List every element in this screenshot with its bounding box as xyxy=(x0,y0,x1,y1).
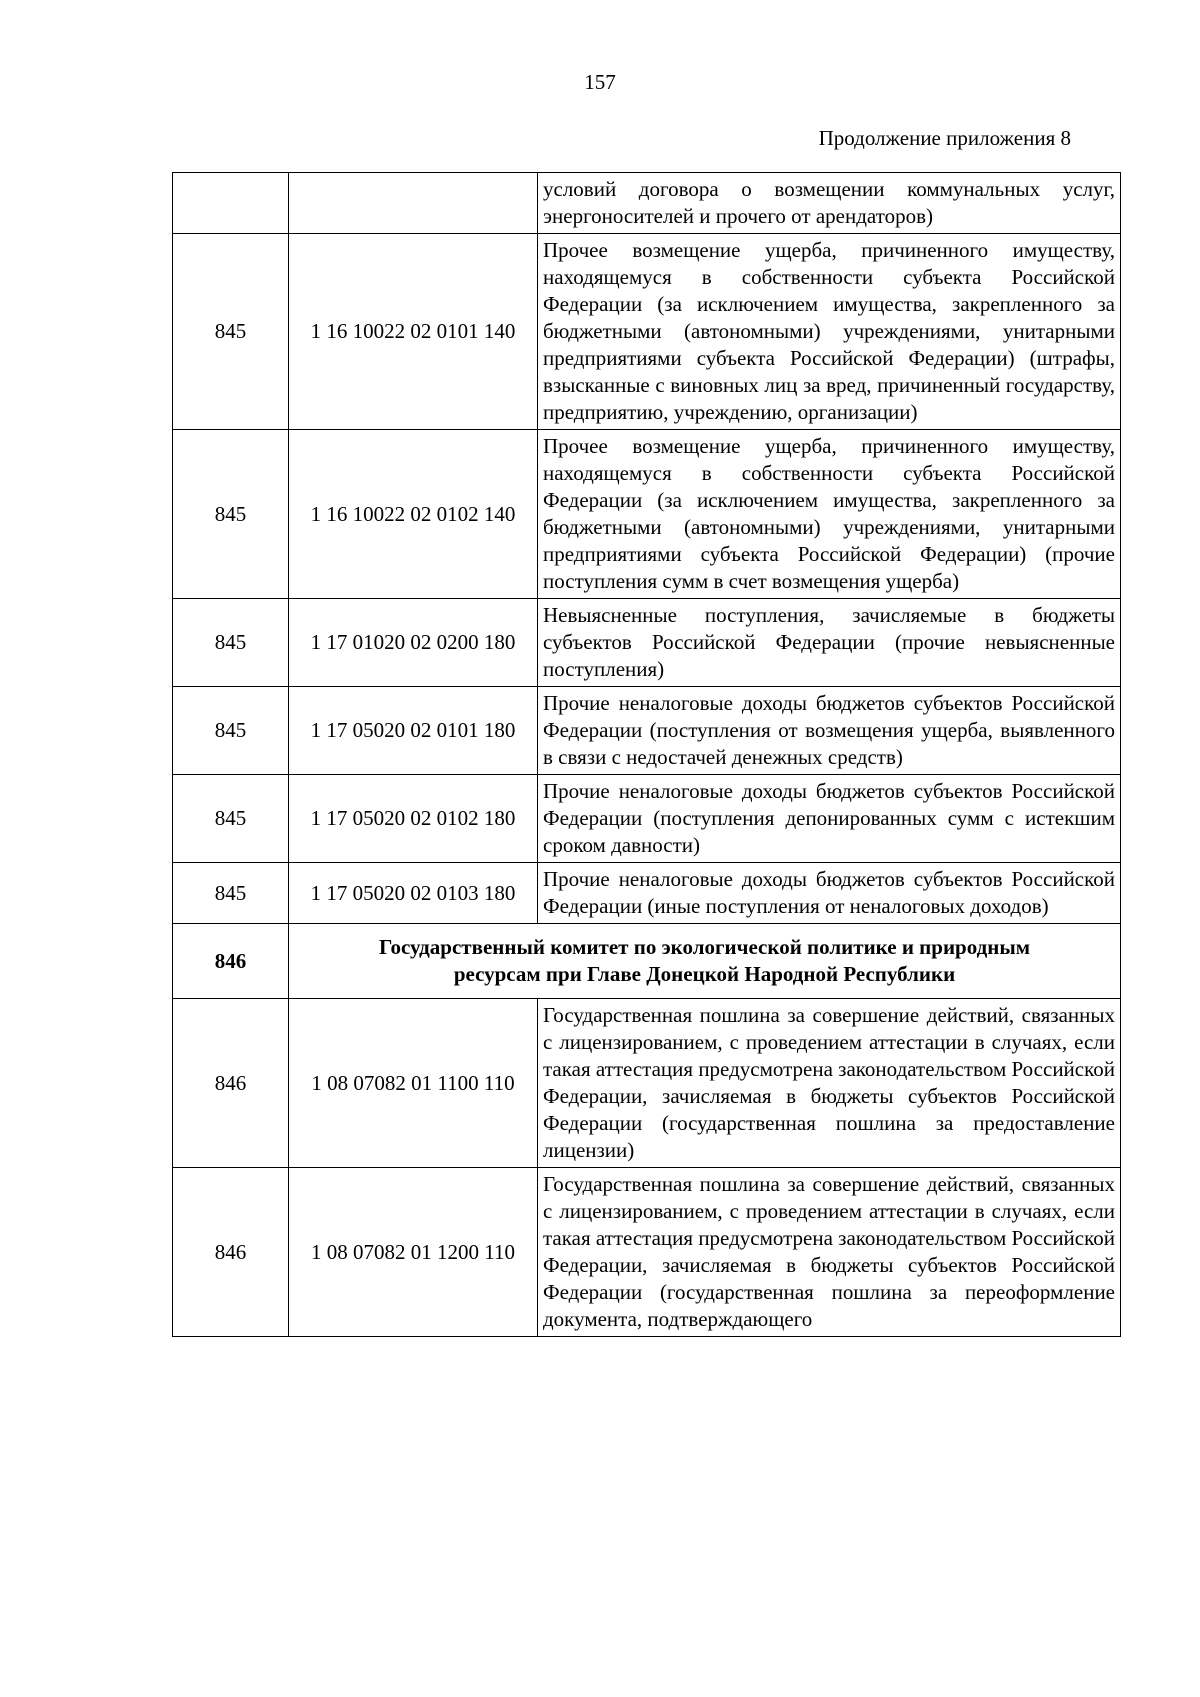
table-row xyxy=(173,775,1121,863)
description-cell: Прочие неналоговые доходы бюджетов субъектов Российской Федерации (поступления депонированных сумм с истекшим сроком давности) xyxy=(538,775,1121,863)
description-cell: условий договора о возмещении коммунальных услуг, энергоносителей и прочего от арендаторов) xyxy=(538,173,1121,234)
table-row xyxy=(173,234,1121,430)
description-cell: Прочее возмещение ущерба, причиненного имуществу, находящемуся в собственности субъекта Российской Федерации (за исключением имущества, закрепленного за бюджетными (автономными) учреждениями, унитарными предприятиями субъекта Российской Федерации) (прочие поступления сумм в счет возмещения ущерба) xyxy=(538,430,1121,599)
table-row xyxy=(173,863,1121,924)
kbk-code-cell xyxy=(289,173,538,234)
kbk-code-cell: 1 17 05020 02 0101 180 xyxy=(289,687,538,775)
kbk-code-cell: 1 16 10022 02 0101 140 xyxy=(289,234,538,430)
section-title-line-2: ресурсам при Главе Донецкой Народной Республики xyxy=(453,962,956,986)
kbk-code-cell: 1 08 07082 01 1200 110 xyxy=(289,1168,538,1337)
appendix-note: Продолжение приложения 8 xyxy=(818,126,1071,150)
admin-code-cell: 846 xyxy=(173,999,289,1168)
section-admin-code: 846 xyxy=(173,924,289,999)
section-header-row xyxy=(173,924,1121,999)
section-title xyxy=(289,924,1121,999)
revenue-codes-table xyxy=(172,172,1121,1337)
table-row xyxy=(173,687,1121,775)
kbk-code-cell: 1 17 01020 02 0200 180 xyxy=(289,599,538,687)
description-cell: Невыясненные поступления, зачисляемые в бюджеты субъектов Российской Федерации (прочие невыясненные поступления) xyxy=(538,599,1121,687)
admin-code-cell: 845 xyxy=(173,599,289,687)
admin-code-cell: 845 xyxy=(173,863,289,924)
table-row xyxy=(173,599,1121,687)
table-row xyxy=(173,173,1121,234)
description-cell: Прочие неналоговые доходы бюджетов субъектов Российской Федерации (иные поступления от неналоговых доходов) xyxy=(538,863,1121,924)
admin-code-cell: 845 xyxy=(173,687,289,775)
admin-code-cell xyxy=(173,173,289,234)
description-cell: Прочее возмещение ущерба, причиненного имуществу, находящемуся в собственности субъекта Российской Федерации (за исключением имущества, закрепленного за бюджетными (автономными) учреждениями, унитарными предприятиями субъекта Российской Федерации) (штрафы, взысканные с виновных лиц за вред, причиненный государству, предприятию, учреждению, организации) xyxy=(538,234,1121,430)
admin-code-cell: 845 xyxy=(173,430,289,599)
section-title-line-1: Государственный комитет по экологической политике и природным xyxy=(378,935,1031,959)
admin-code-cell: 846 xyxy=(173,1168,289,1337)
description-cell: Государственная пошлина за совершение действий, связанных с лицензированием, с проведением аттестации в случаях, если такая аттестация предусмотрена законодательством Российской Федерации, зачисляемая в бюджеты субъектов Российской Федерации (государственная пошлина за переоформление документа, подтверждающего xyxy=(538,1168,1121,1337)
kbk-code-cell: 1 16 10022 02 0102 140 xyxy=(289,430,538,599)
table-row xyxy=(173,1168,1121,1337)
table-row xyxy=(173,430,1121,599)
description-cell: Прочие неналоговые доходы бюджетов субъектов Российской Федерации (поступления от возмещения ущерба, выявленного в связи с недостачей денежных средств) xyxy=(538,687,1121,775)
kbk-code-cell: 1 17 05020 02 0103 180 xyxy=(289,863,538,924)
admin-code-cell: 845 xyxy=(173,775,289,863)
kbk-code-cell: 1 08 07082 01 1100 110 xyxy=(289,999,538,1168)
table-row xyxy=(173,999,1121,1168)
kbk-code-cell: 1 17 05020 02 0102 180 xyxy=(289,775,538,863)
admin-code-cell: 845 xyxy=(173,234,289,430)
page-number: 157 xyxy=(584,70,616,94)
description-cell: Государственная пошлина за совершение действий, связанных с лицензированием, с проведением аттестации в случаях, если такая аттестация предусмотрена законодательством Российской Федерации, зачисляемая в бюджеты субъектов Российской Федерации (государственная пошлина за предоставление лицензии) xyxy=(538,999,1121,1168)
